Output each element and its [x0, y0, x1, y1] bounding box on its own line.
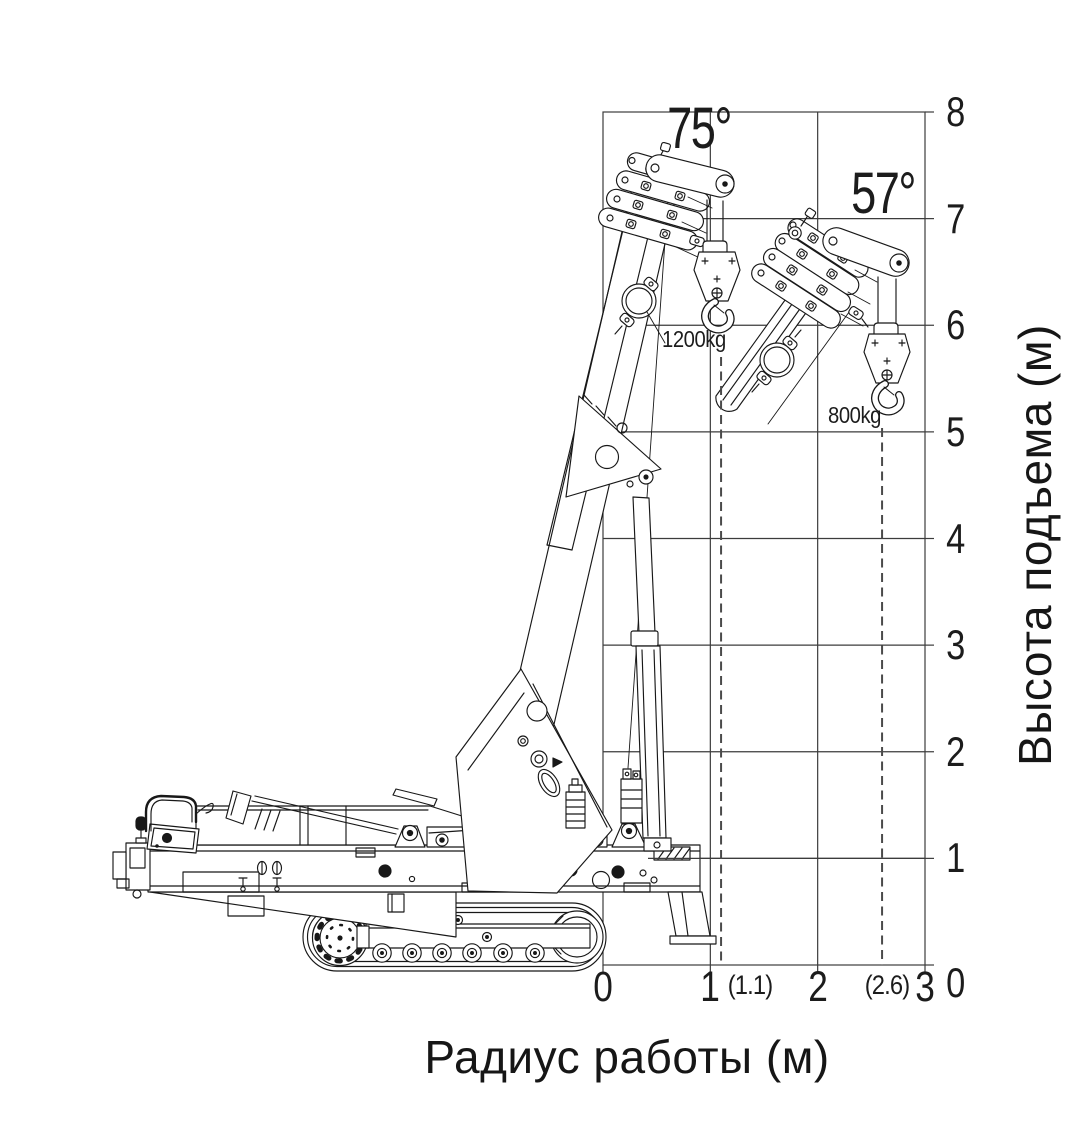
x-axis-title: Радиус работы (м) [424, 1031, 830, 1083]
control-knob [136, 817, 146, 830]
x-tick-label: 3 [915, 963, 935, 1011]
hook-block-57 [864, 277, 910, 411]
y-tick-label: 4 [946, 514, 966, 562]
y-tick-label: 1 [946, 834, 966, 882]
x-subtick-label: (1.1) [727, 970, 773, 1000]
y-tick-label: 7 [946, 194, 966, 242]
x-tick-label: 2 [807, 963, 828, 1011]
boom-75 [456, 142, 740, 893]
capacity-800-label: 800kg [828, 402, 881, 428]
x-tick-label: 1 [700, 963, 721, 1011]
folded-lever [393, 789, 437, 806]
y-tick-label: 6 [946, 301, 966, 349]
y-axis-title: Высота подъема (м) [1009, 324, 1061, 766]
lift-cylinder [621, 497, 671, 851]
boom-angle-57-label: 57° [851, 161, 915, 226]
winch [566, 792, 585, 828]
y-tick-label: 5 [946, 407, 966, 455]
x-tick-label: 0 [593, 963, 613, 1011]
boom-57 [716, 207, 913, 424]
reference-lines [721, 357, 882, 965]
x-subtick-label: (2.6) [864, 970, 910, 1000]
capacity-1200-label: 1200kg [662, 326, 726, 352]
lifting-eye-57 [789, 227, 801, 239]
y-tick-label: 8 [946, 88, 966, 135]
y-tick-label: 2 [946, 727, 966, 775]
boom-angle-75-label: 75° [667, 96, 731, 161]
y-tick-label: 0 [946, 959, 966, 1006]
y-tick-label: 3 [946, 621, 966, 669]
boom-head-57 [748, 207, 913, 331]
crane-drawing [113, 142, 913, 971]
